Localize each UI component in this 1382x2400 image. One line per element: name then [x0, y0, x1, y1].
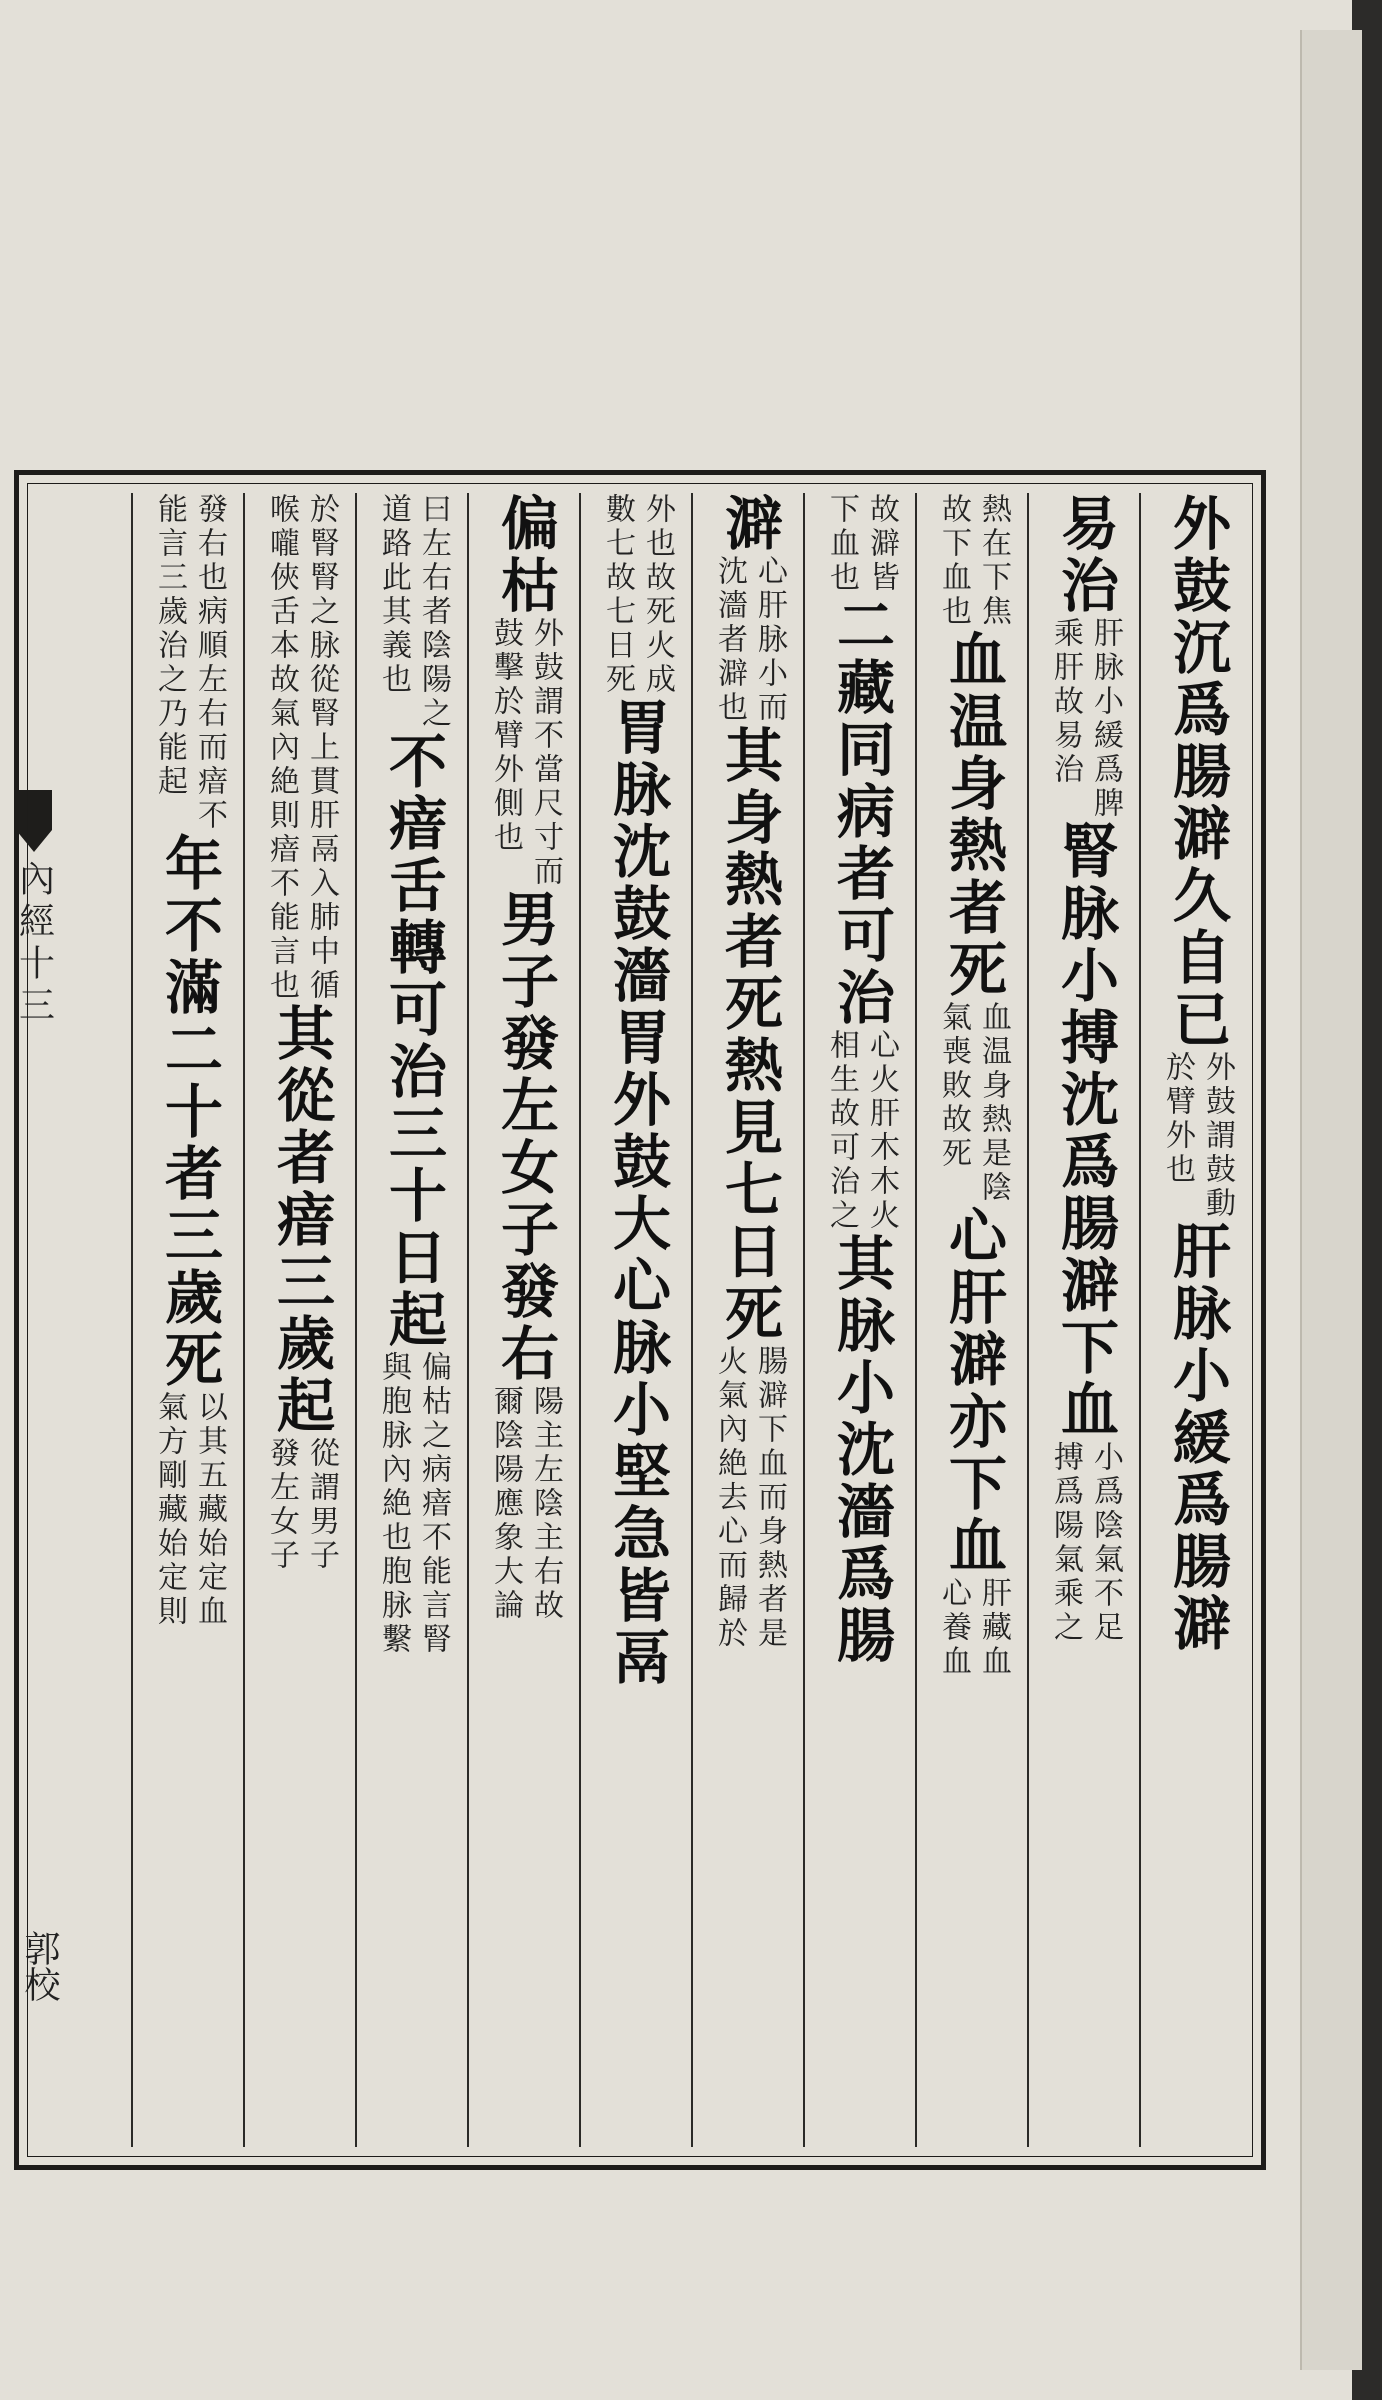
next-page-edge: [1300, 30, 1362, 2370]
text-column: [691, 493, 805, 2147]
commentary-line: 肝藏血: [976, 1577, 1011, 1679]
text-column: [131, 493, 245, 2147]
commentary-line: 下血也: [824, 493, 859, 595]
commentary-line: 數七故七日死: [600, 493, 635, 697]
commentary-line: 搏爲陽氣乘之: [1048, 1441, 1083, 1645]
text-frame: [14, 470, 1266, 2170]
text-column: [803, 493, 917, 2147]
main-text: 二藏同病者可治: [827, 595, 895, 1029]
commentary-line: 陽主左陰主右故: [528, 1385, 563, 1623]
commentary-note: [710, 1345, 788, 1651]
commentary-line: 爾陰陽應象大論: [488, 1385, 523, 1623]
commentary-line: 氣方剛藏始定則: [152, 1391, 187, 1629]
main-text: 澼: [715, 493, 783, 555]
commentary-line: 沈濇者澼也: [712, 555, 747, 725]
commentary-note: [150, 1391, 228, 1629]
main-text: 肝脉小緩爲腸澼: [1163, 1221, 1231, 1655]
commentary-note: [374, 1351, 452, 1657]
commentary-line: 氣喪敗故死: [936, 1001, 971, 1171]
commentary-note: [374, 493, 452, 731]
main-text: 外鼓沉爲腸澼久自已: [1163, 493, 1231, 1051]
commentary-line: 鼓擊於臂外側也: [488, 617, 523, 855]
commentary-note: [822, 1029, 900, 1233]
main-text: 男子發左女子發右: [491, 889, 559, 1385]
commentary-line: 與胞脉內絶也胞脉繫: [376, 1351, 411, 1657]
commentary-line: 發左女子: [264, 1437, 299, 1573]
commentary-note: [934, 1001, 1012, 1205]
commentary-line: 於臂外也: [1160, 1051, 1195, 1187]
main-text: 易治: [1051, 493, 1119, 617]
commentary-line: 外鼓謂不當尺寸而: [528, 617, 563, 889]
main-text: 其從者瘖三歲起: [267, 1003, 335, 1437]
commentary-line: 血温身熱是陰: [976, 1001, 1011, 1205]
commentary-note: [934, 493, 1012, 629]
commentary-note: [1046, 617, 1124, 821]
main-text: 年不滿二十者三歲死: [155, 833, 223, 1391]
commentary-line: 小爲陰氣不足: [1088, 1441, 1123, 1645]
commentary-line: 故澼皆: [864, 493, 899, 595]
commentary-note: [486, 617, 564, 889]
commentary-line: 熱在下焦: [976, 493, 1011, 629]
main-text: 腎脉小搏沈爲腸澼下血: [1051, 821, 1119, 1441]
main-text: 其身熱者死熱見七日死: [715, 725, 783, 1345]
main-text: 心肝澼亦下血: [939, 1205, 1007, 1577]
commentary-line: 喉嚨俠舌本故氣內絶則瘖不能言也: [264, 493, 299, 1003]
main-text: 血温身熱者死: [939, 629, 1007, 1001]
commentary-note: [710, 555, 788, 725]
commentary-line: 從謂男子: [304, 1437, 339, 1573]
commentary-line: 肝脉小緩爲脾: [1088, 617, 1123, 821]
commentary-line: 於腎腎之脉從腎上貫肝鬲入肺中循: [304, 493, 339, 1003]
commentary-line: 腸澼下血而身熱者是: [752, 1345, 787, 1651]
commentary-line: 乘肝故易治: [1048, 617, 1083, 787]
commentary-line: 道路此其義也: [376, 493, 411, 697]
commentary-line: 能言三歲治之乃能起: [152, 493, 187, 799]
commentary-note: [486, 1385, 564, 1623]
commentary-line: 相生故可治之: [824, 1029, 859, 1233]
commentary-note: [934, 1577, 1012, 1679]
text-column: [467, 493, 581, 2147]
text-column: [915, 493, 1029, 2147]
commentary-line: 故下血也: [936, 493, 971, 629]
commentary-line: 火氣內絶去心而歸於: [712, 1345, 747, 1651]
commentary-note: [262, 493, 340, 1003]
commentary-line: 以其五藏始定血: [192, 1391, 227, 1629]
text-column: [579, 493, 693, 2147]
text-column: [1027, 493, 1141, 2147]
commentary-note: [1046, 1441, 1124, 1645]
commentary-note: [598, 493, 676, 697]
main-text: 不瘖舌轉可治三十日起: [379, 731, 447, 1351]
commentary-line: 曰左右者陰陽之: [416, 493, 451, 731]
commentary-line: 心肝脉小而: [752, 555, 787, 725]
commentary-line: 外也故死火成: [640, 493, 675, 697]
commentary-line: 心養血: [936, 1577, 971, 1679]
commentary-line: 心火肝木木火: [864, 1029, 899, 1233]
commentary-note: [1158, 1051, 1236, 1221]
commentary-line: 偏枯之病瘖不能言腎: [416, 1351, 451, 1657]
commentary-line: 發右也病順左右而瘖不: [192, 493, 227, 833]
text-column: [243, 493, 357, 2147]
margin-mark: 郭校: [19, 1930, 60, 2002]
commentary-note: [150, 493, 228, 833]
commentary-note: [822, 493, 900, 595]
text-column: [1139, 493, 1253, 2147]
main-text: 偏枯: [491, 493, 559, 617]
main-text: 胃脉沈鼓濇胃外鼓大心脉小堅急皆鬲: [603, 697, 671, 1689]
text-column: [355, 493, 469, 2147]
commentary-note: [262, 1437, 340, 1573]
main-text: 其脉小沈濇爲腸: [827, 1233, 895, 1667]
commentary-line: 外鼓謂鼓動: [1200, 1051, 1235, 1221]
margin-title: 內經十三: [13, 860, 55, 1028]
